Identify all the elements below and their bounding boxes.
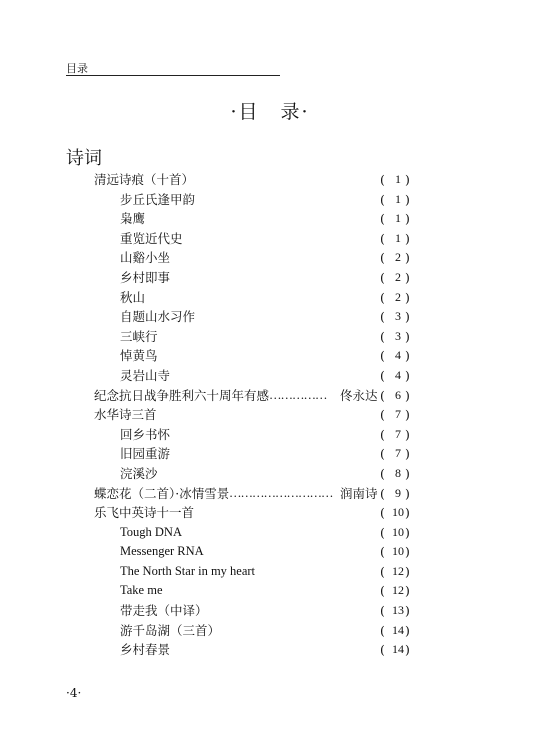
toc-entry[interactable] xyxy=(0,170,540,190)
toc-entry-title: 自题山水习作 xyxy=(120,309,196,325)
toc-entry[interactable] xyxy=(0,601,540,621)
toc-entry[interactable] xyxy=(0,621,540,641)
toc-entry[interactable] xyxy=(0,425,540,445)
toc-page-number: 10 xyxy=(392,505,404,520)
toc-entry-title: 蝶恋花（二首）·冰情雪景 xyxy=(94,485,230,501)
toc-page-number: 2 xyxy=(395,269,401,284)
toc-page-number: 13 xyxy=(392,603,404,618)
toc-page-number: 1 xyxy=(395,172,401,186)
toc-page-number: 7 xyxy=(395,446,401,461)
toc-page-number: 9 xyxy=(395,485,401,500)
toc-entry-title: 乐飞中英诗十一首 xyxy=(94,505,195,521)
toc-entry-title: 枭鹰 xyxy=(120,211,146,227)
header-rule xyxy=(66,75,280,76)
paren-close: ) xyxy=(405,642,410,658)
paren-close: ) xyxy=(405,505,410,521)
toc-entry-title: 悼黄鸟 xyxy=(120,348,158,364)
toc-entry-title: 山谿小坐 xyxy=(120,250,171,266)
toc-entry[interactable] xyxy=(0,229,540,249)
toc-entry[interactable] xyxy=(0,444,540,464)
toc-entry-author: 佟永达 xyxy=(340,387,378,403)
paren-close: ) xyxy=(405,367,410,383)
paren-open: ( xyxy=(380,407,385,423)
toc-leader-dots: ……………………… xyxy=(229,485,333,500)
paren-close: ) xyxy=(405,583,410,599)
toc-entry[interactable] xyxy=(0,464,540,484)
toc-entry-title: 乡村即事 xyxy=(120,269,171,285)
toc-page-number: 10 xyxy=(392,524,404,539)
paren-open: ( xyxy=(380,328,385,344)
toc-page-number: 12 xyxy=(392,563,404,578)
toc-page-number: 1 xyxy=(395,211,401,226)
toc-entry[interactable] xyxy=(0,484,540,504)
paren-close: ) xyxy=(405,309,410,325)
paren-open: ( xyxy=(380,289,385,305)
toc-page-number: 14 xyxy=(392,642,404,657)
paren-close: ) xyxy=(405,230,410,246)
toc-entry[interactable] xyxy=(0,288,540,308)
paren-close: ) xyxy=(405,603,410,619)
toc-entry[interactable] xyxy=(0,562,540,582)
paren-open: ( xyxy=(380,191,385,207)
paren-open: ( xyxy=(380,211,385,227)
paren-open: ( xyxy=(380,172,385,187)
toc-page-number: 7 xyxy=(395,407,401,422)
toc-page-number: 1 xyxy=(395,191,401,206)
toc-entry[interactable] xyxy=(0,542,540,562)
table-of-contents xyxy=(0,170,540,660)
toc-entry-title: 三峡行 xyxy=(120,328,158,344)
paren-open: ( xyxy=(380,563,385,579)
toc-entry-title: Tough DNA xyxy=(120,524,182,539)
toc-page-number: 3 xyxy=(395,328,401,343)
paren-open: ( xyxy=(380,309,385,325)
paren-open: ( xyxy=(380,426,385,442)
paren-open: ( xyxy=(380,544,385,560)
toc-entry-title: 重览近代史 xyxy=(120,230,183,246)
paren-open: ( xyxy=(380,622,385,638)
paren-close: ) xyxy=(405,250,410,266)
toc-entry-title: 纪念抗日战争胜利六十周年有感 xyxy=(94,387,270,403)
paren-open: ( xyxy=(380,230,385,246)
paren-open: ( xyxy=(380,465,385,481)
toc-page-number: 12 xyxy=(392,583,404,598)
paren-close: ) xyxy=(405,524,410,540)
toc-entry[interactable] xyxy=(0,523,540,543)
section-heading: 诗词 xyxy=(66,148,102,169)
toc-page-number: 1 xyxy=(395,230,401,245)
toc-entry-title: 灵岩山寺 xyxy=(120,367,171,383)
toc-entry-title: 乡村春景 xyxy=(120,642,171,658)
paren-open: ( xyxy=(380,446,385,462)
paren-open: ( xyxy=(380,387,385,403)
toc-entry[interactable] xyxy=(0,307,540,327)
toc-entry-title: The North Star in my heart xyxy=(120,563,256,578)
toc-entry[interactable] xyxy=(0,503,540,523)
paren-close: ) xyxy=(405,387,410,403)
paren-open: ( xyxy=(380,348,385,364)
toc-entry[interactable] xyxy=(0,581,540,601)
paren-open: ( xyxy=(380,269,385,285)
paren-close: ) xyxy=(405,426,410,442)
running-header: 目录 xyxy=(66,62,88,75)
page-title: ·目 录· xyxy=(230,101,310,123)
toc-entry[interactable] xyxy=(0,405,540,425)
toc-leader-dots: …………… xyxy=(269,387,327,402)
toc-entry-title: Messenger RNA xyxy=(120,544,204,559)
toc-entry[interactable] xyxy=(0,386,540,406)
toc-page-number: 2 xyxy=(395,250,401,265)
toc-entry-title: 游千岛湖（三首） xyxy=(120,622,221,638)
toc-entry-title: 浣溪沙 xyxy=(120,465,158,481)
toc-page-number: 4 xyxy=(395,348,401,363)
paren-close: ) xyxy=(405,348,410,364)
toc-page-number: 8 xyxy=(395,465,401,480)
toc-entry-title: 步丘氏逢甲韵 xyxy=(120,191,196,207)
paren-open: ( xyxy=(380,583,385,599)
toc-page-number: 4 xyxy=(395,367,401,382)
paren-close: ) xyxy=(405,211,410,227)
toc-entry-author: 润南诗 xyxy=(340,485,378,501)
toc-entry-title: 旧园重游 xyxy=(120,446,171,462)
paren-close: ) xyxy=(405,622,410,638)
toc-entry[interactable] xyxy=(0,248,540,268)
toc-entry-title: 带走我（中译） xyxy=(120,603,208,619)
toc-entry[interactable] xyxy=(0,640,540,660)
toc-page-number: 2 xyxy=(395,289,401,304)
paren-open: ( xyxy=(380,367,385,383)
paren-close: ) xyxy=(405,289,410,305)
paren-close: ) xyxy=(405,191,410,207)
page-number: ·4· xyxy=(66,686,82,700)
toc-entry[interactable] xyxy=(0,366,540,386)
paren-close: ) xyxy=(405,544,410,560)
toc-page-number: 7 xyxy=(395,426,401,441)
paren-open: ( xyxy=(380,505,385,521)
toc-entry[interactable] xyxy=(0,190,540,210)
toc-page-number: 6 xyxy=(395,387,401,402)
paren-close: ) xyxy=(405,172,410,187)
paren-close: ) xyxy=(405,465,410,481)
toc-entry[interactable] xyxy=(0,209,540,229)
paren-close: ) xyxy=(405,563,410,579)
paren-close: ) xyxy=(405,328,410,344)
paren-close: ) xyxy=(405,485,410,501)
paren-close: ) xyxy=(405,269,410,285)
paren-open: ( xyxy=(380,485,385,501)
toc-entry-title: Take me xyxy=(120,583,163,598)
paren-close: ) xyxy=(405,446,410,462)
toc-page-number: 3 xyxy=(395,309,401,324)
toc-entry-title: 水华诗三首 xyxy=(94,407,157,423)
toc-entry-title: 秋山 xyxy=(120,289,146,305)
toc-page-number: 10 xyxy=(392,544,404,559)
toc-entry[interactable] xyxy=(0,346,540,366)
toc-entry[interactable] xyxy=(0,268,540,288)
toc-page-number: 14 xyxy=(392,622,404,637)
paren-open: ( xyxy=(380,250,385,266)
paren-open: ( xyxy=(380,642,385,658)
toc-entry-title: 回乡书怀 xyxy=(120,426,171,442)
paren-open: ( xyxy=(380,603,385,619)
toc-entry-title: 清远诗痕（十首） xyxy=(94,172,195,187)
paren-open: ( xyxy=(380,524,385,540)
paren-close: ) xyxy=(405,407,410,423)
toc-entry[interactable] xyxy=(0,327,540,347)
